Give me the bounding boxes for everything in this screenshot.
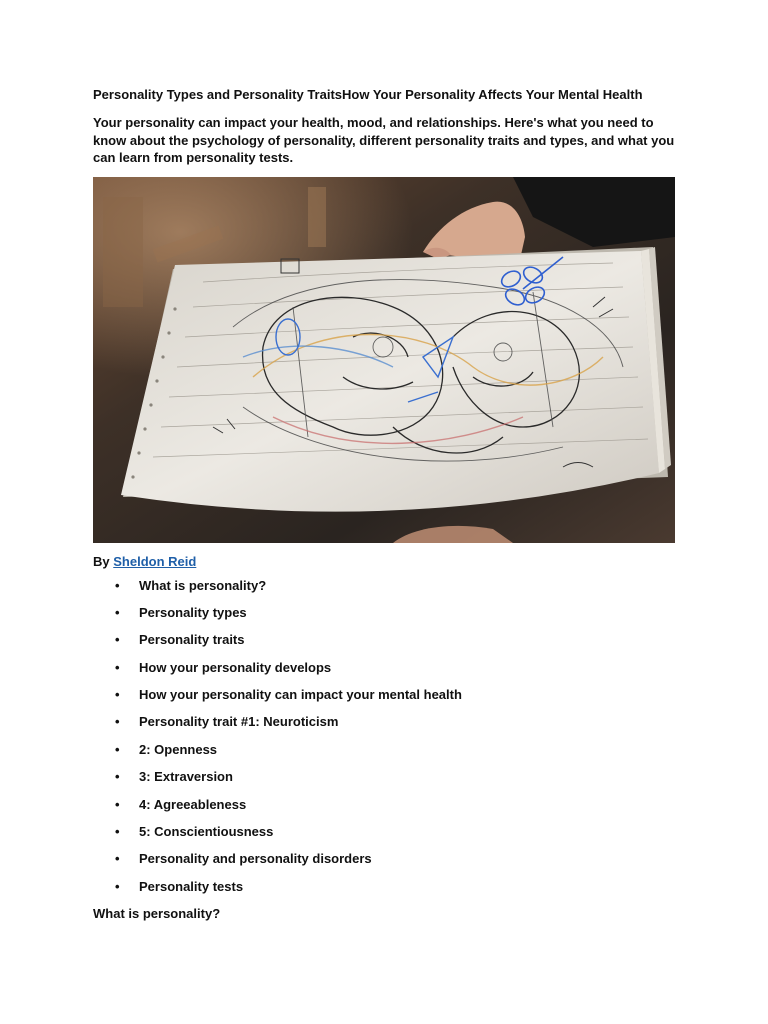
toc-item xyxy=(93,686,675,704)
intro-paragraph: Your personality can impact your health, mood, and relationships. Here's what you need to know about the psychology of personality, different personality traits and types, and what you can learn from personality tests. xyxy=(93,115,675,165)
toc-item xyxy=(93,768,675,786)
bullet-icon: • xyxy=(115,687,120,703)
toc-item-label: Personality tests xyxy=(139,878,244,894)
bullet-icon: • xyxy=(115,632,120,648)
toc-item-label: Personality types xyxy=(139,604,247,620)
toc-item-label: Personality trait #1: Neuroticism xyxy=(139,714,339,730)
toc-item xyxy=(93,741,675,759)
toc-item-label: What is personality? xyxy=(139,577,267,593)
toc-item xyxy=(93,850,675,868)
author-link[interactable]: Sheldon Reid xyxy=(113,553,197,569)
toc-item-label: 5: Conscientiousness xyxy=(139,824,274,840)
byline-prefix: By xyxy=(93,553,110,569)
toc-item-label: Personality and personality disorders xyxy=(139,851,372,867)
bullet-icon: • xyxy=(115,741,120,757)
bullet-icon: • xyxy=(115,796,120,812)
toc-item-label: 2: Openness xyxy=(139,741,218,757)
bullet-icon: • xyxy=(115,769,120,785)
table-of-contents xyxy=(93,577,675,896)
toc-item-label: 4: Agreeableness xyxy=(139,796,247,812)
bullet-icon: • xyxy=(115,824,120,840)
bullet-icon: • xyxy=(115,577,120,593)
toc-item-label: How your personality can impact your mental health xyxy=(139,687,462,703)
toc-item xyxy=(93,659,675,677)
bullet-icon: • xyxy=(115,659,120,675)
bullet-icon: • xyxy=(115,851,120,867)
toc-item-label: Personality traits xyxy=(139,632,245,648)
toc-item xyxy=(93,796,675,814)
bullet-icon: • xyxy=(115,604,120,620)
toc-item xyxy=(93,713,675,731)
section-heading: What is personality? xyxy=(93,906,221,922)
toc-item xyxy=(93,604,675,622)
bullet-icon: • xyxy=(115,878,120,894)
toc-item xyxy=(93,878,675,896)
toc-item-label: How your personality develops xyxy=(139,659,332,675)
toc-item xyxy=(93,631,675,649)
toc-item-label: 3: Extraversion xyxy=(139,769,233,785)
bullet-icon: • xyxy=(115,714,120,730)
document-body xyxy=(93,86,675,923)
toc-item xyxy=(93,823,675,841)
toc-item xyxy=(93,577,675,595)
page-title: Personality Types and Personality TraitsHow Your Personality Affects Your Mental Health xyxy=(93,87,643,102)
byline xyxy=(93,553,675,571)
hero-image xyxy=(93,177,675,543)
